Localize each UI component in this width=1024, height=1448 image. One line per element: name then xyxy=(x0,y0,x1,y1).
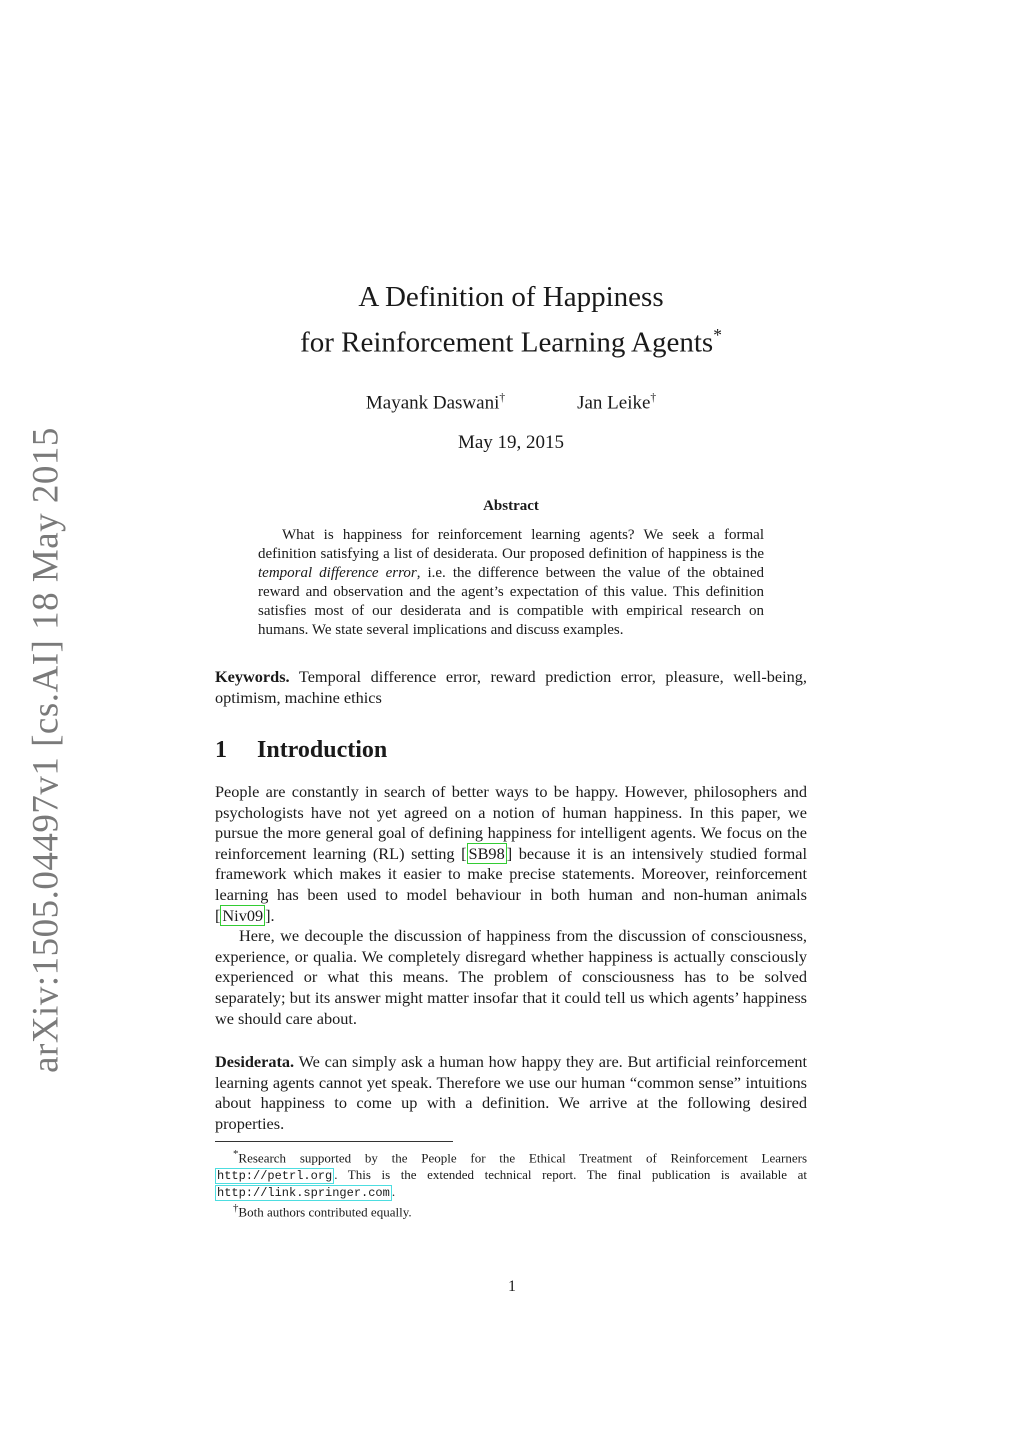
author-1-mark: † xyxy=(499,391,506,404)
arxiv-identifier-stamp: arXiv:1505.04497v1 [cs.AI] 18 May 2015 xyxy=(25,427,67,1073)
section-heading xyxy=(215,737,387,764)
author-1 xyxy=(366,392,505,414)
author-list xyxy=(215,392,807,414)
footnote-1-part-c: . xyxy=(391,1184,396,1200)
intro-p1-part-c: . xyxy=(270,905,275,925)
abstract-text xyxy=(258,526,764,640)
footnote-2-mark: † xyxy=(233,1202,239,1215)
footnote-2 xyxy=(215,1200,807,1220)
intro-paragraph-1: People are constantly in search of better ways to be happy. However, philosophers and psychologists have not yet agreed on a notion of human happiness. In this paper, we pursue the more general goal of defining happiness for intelligent agents. We focus on the reinforcement learning (RL) setting [ SB98 ] because it is an intensively studied formal framework which makes it easier to make precise statements. Moreover, reinforcement learning has been used to model behaviour in both human and non-human animals [ Niv09 ]. xyxy=(215,782,807,925)
keywords-text: Temporal difference error, reward prediction error, pleasure, well-being, optimism, machine ethics xyxy=(215,667,807,707)
introduction-body xyxy=(215,782,807,1029)
footnote-1-part-a: Research supported by the People for the Ethical Treatment of Reinforcement Learners xyxy=(238,1150,807,1166)
desiderata-paragraph xyxy=(215,1052,807,1134)
footnote-1 xyxy=(215,1146,807,1200)
url-link-petrl[interactable]: http://petrl.org xyxy=(217,1169,333,1184)
desiderata-label: Desiderata. xyxy=(215,1052,295,1071)
desiderata-text: We can simply ask a human how happy they are. But artificial reinforcement learning agents cannot yet speak. Therefore we use our human “common sense” intuitions about happiness to come up with a definition. We arrive at the following desired properties. xyxy=(215,1052,807,1133)
intro-paragraph-2: Here, we decouple the discussion of happiness from the discussion of consciousness, experience, or qualia. We completely disregard whether happiness is actually consciously experienced or what this means. The problem of consciousness has to be solved separately; but its answer might matter insofar that it could tell us which agents’ happiness we should care about. xyxy=(215,926,807,1028)
keywords xyxy=(215,667,807,708)
author-2-mark: † xyxy=(650,391,657,404)
page-number: 1 xyxy=(508,1278,516,1295)
footnote-1-mark: * xyxy=(233,1148,239,1160)
author-2 xyxy=(577,392,656,414)
footnote-divider xyxy=(215,1141,453,1142)
paper-title-line-2 xyxy=(215,316,807,362)
paper-title-line-1: A Definition of Happiness xyxy=(358,281,664,313)
footnote-1-part-b: . This is the extended technical report. The final publication is available at xyxy=(334,1167,807,1183)
abstract-heading: Abstract xyxy=(483,498,539,514)
title-block xyxy=(215,278,807,454)
paper-title-line-2-text: for Reinforcement Learning Agents xyxy=(300,326,714,359)
url-link-springer[interactable]: http://link.springer.com xyxy=(217,1186,390,1201)
author-1-name: Mayank Daswani xyxy=(365,391,500,413)
footnote-2-text: Both authors contributed equally. xyxy=(238,1204,412,1220)
keywords-label: Keywords. xyxy=(215,667,290,686)
section-title: Introduction xyxy=(257,737,388,763)
title-footnote-mark: * xyxy=(713,325,722,345)
citation-link-niv09[interactable]: Niv09 xyxy=(222,905,264,925)
desiderata-content xyxy=(215,1052,807,1134)
abstract-text-after: , i.e. the difference between the value of the obtained reward and observation and the agent’s expectation of this value. This definition satisfies most of our desiderata and is compatible with empirical research on humans. We state several implications and discuss examples. xyxy=(258,565,764,638)
citation-link-sb98[interactable]: SB98 xyxy=(468,843,505,863)
section-number: 1 xyxy=(215,737,227,763)
author-2-name: Jan Leike xyxy=(577,391,651,413)
abstract-text-before: What is happiness for reinforcement learning agents? We seek a formal definition satisfying a list of desiderata. Our proposed definition of happiness is the xyxy=(258,527,764,562)
abstract xyxy=(258,497,764,640)
intro-p1-part-b: because it is an intensively studied formal framework which makes it easier to make precise statements. Moreover, reinforcement learning has been used to model behaviour in both human and non-human animals xyxy=(215,843,807,904)
abstract-emphasis: temporal difference error xyxy=(258,565,417,581)
paper-date: May 19, 2015 xyxy=(457,431,565,453)
footnotes xyxy=(215,1146,807,1221)
intro-p1-part-a: People are constantly in search of better ways to be happy. However, philosophers and psychologists have not yet agreed on a notion of human happiness. In this paper, we pursue the more general goal of defining happiness for intelligent agents. We focus on the reinforcement learning (RL) setting xyxy=(215,782,807,863)
